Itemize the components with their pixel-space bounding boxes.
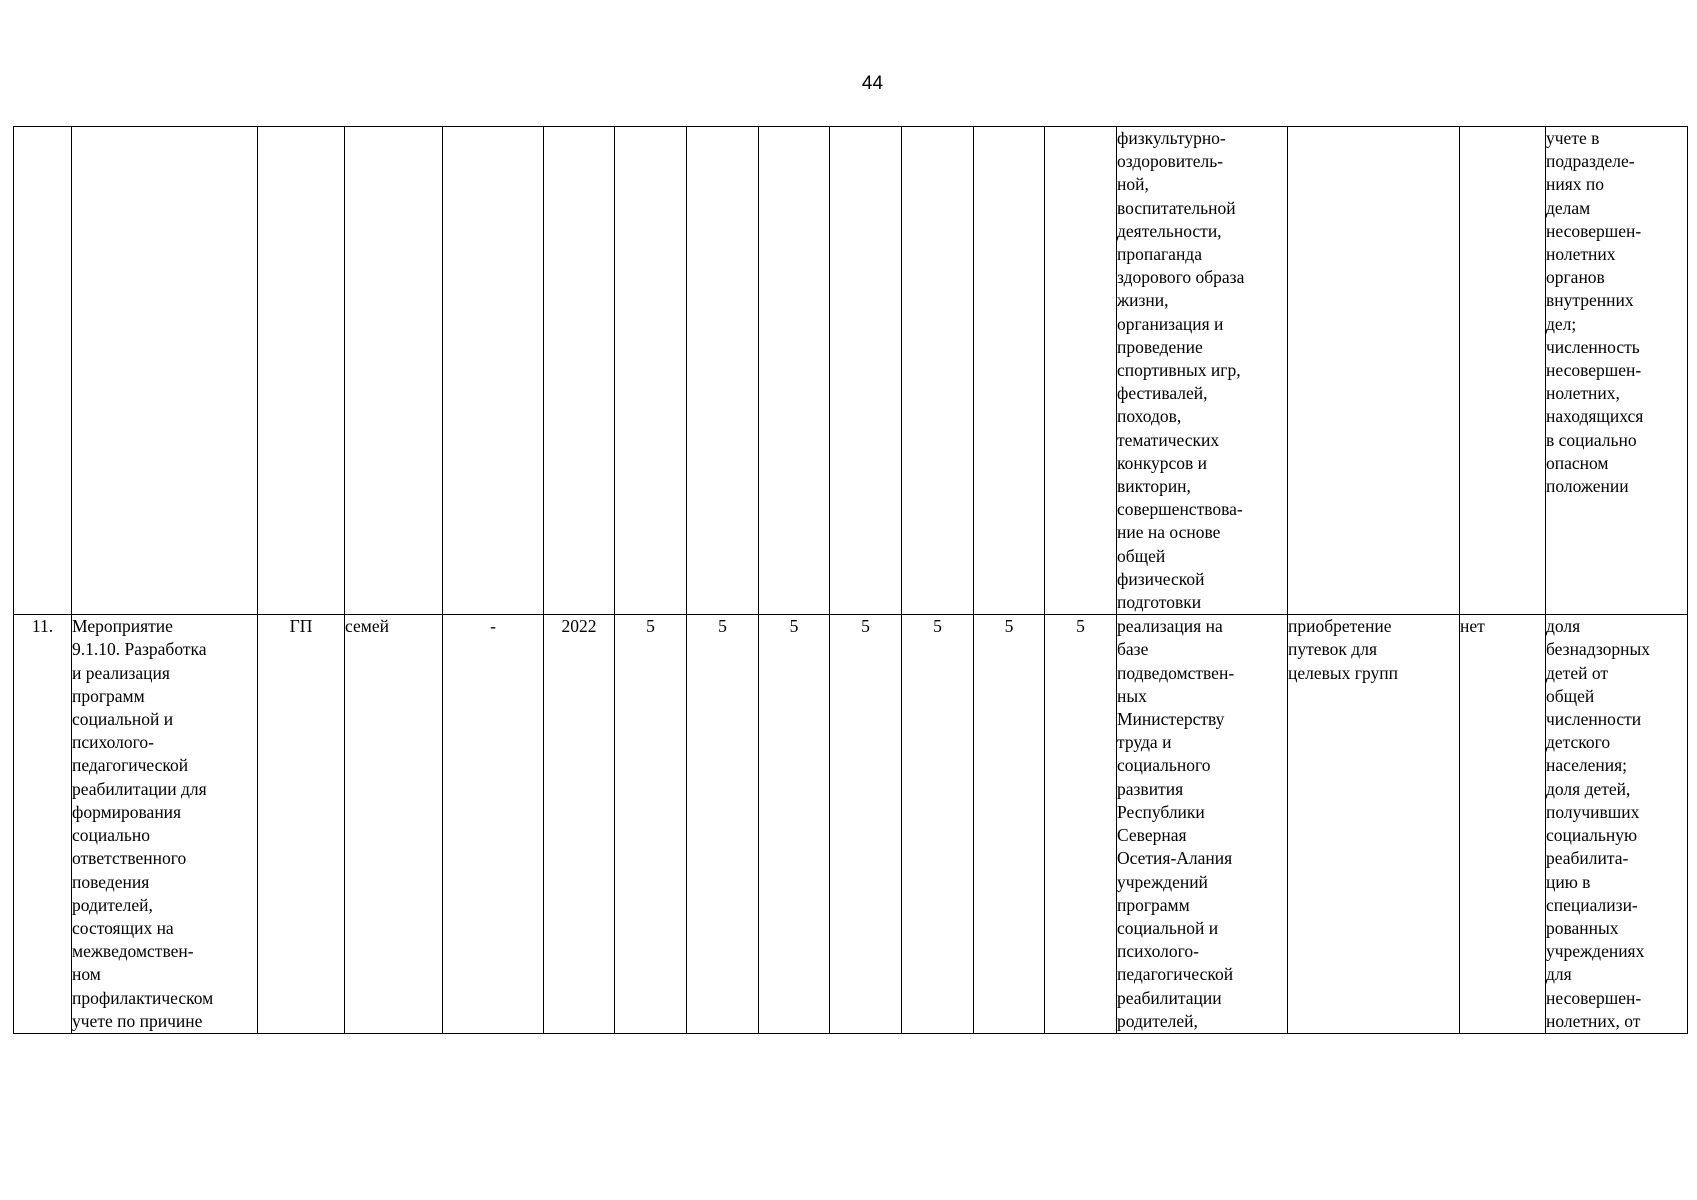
activity-name-cell: [72, 127, 258, 615]
value-cell: 5: [974, 615, 1045, 1034]
value-cell: 5: [759, 615, 830, 1034]
unit-cell: семей: [345, 615, 443, 1034]
year-cell: 2022: [544, 615, 615, 1034]
value-cell: [974, 127, 1045, 615]
row-number-cell: [14, 127, 72, 615]
value-cell: 5: [830, 615, 902, 1034]
measures-cell: [1288, 127, 1460, 615]
value-cell: 5: [615, 615, 687, 1034]
measures-cell: приобретение путевок для целевых групп: [1288, 615, 1460, 1034]
indicators-cell: доля безнадзорных детей от общей численности детского населения; доля детей, получивших социальную реабилита- цию в специализи- рованных учреждениях для несовершен- нолетних, от: [1546, 615, 1688, 1034]
year-cell: [544, 127, 615, 615]
row-number-cell: 11.: [14, 615, 72, 1034]
page-number: 44: [861, 73, 884, 94]
description-cell: физкультурно- оздоровитель- ной, воспитательной деятельности, пропаганда здорового образа жизни, организация и проведение спортивных игр, фестивалей, походов, тематических конкурсов и викторин, совершенствова- ние на основе общей физической подготовки: [1117, 127, 1288, 615]
value-cell: [687, 127, 759, 615]
value-cell: [830, 127, 902, 615]
value-cell: 5: [1045, 615, 1117, 1034]
flag-cell: [1460, 127, 1546, 615]
value-cell: [1045, 127, 1117, 615]
flag-cell: нет: [1460, 615, 1546, 1034]
value-cell: [759, 127, 830, 615]
funding-source-cell: ГП: [258, 615, 345, 1034]
value-cell: [902, 127, 974, 615]
program-activities-table: [13, 126, 1688, 1034]
table-row: [14, 615, 1688, 1034]
base-value-cell: -: [443, 615, 544, 1034]
funding-source-cell: [258, 127, 345, 615]
value-cell: 5: [687, 615, 759, 1034]
activity-name-cell: Мероприятие 9.1.10. Разработка и реализация программ социальной и психолого- педагогической реабилитации для формирования социально ответственного поведения родителей, состоящих на межведомствен- ном профилактическом учете по причине: [72, 615, 258, 1034]
base-value-cell: [443, 127, 544, 615]
value-cell: 5: [902, 615, 974, 1034]
indicators-cell: учете в подразделе- ниях по делам несовершен- нолетних органов внутренних дел; численность несовершен- нолетних, находящихся в социально опасном положении: [1546, 127, 1688, 615]
unit-cell: [345, 127, 443, 615]
description-cell: реализация на базе подведомствен- ных Министерству труда и социального развития Республики Северная Осетия-Алания учреждений программ социальной и психолого- педагогической реабилитации родителей,: [1117, 615, 1288, 1034]
value-cell: [615, 127, 687, 615]
table-row: [14, 127, 1688, 615]
